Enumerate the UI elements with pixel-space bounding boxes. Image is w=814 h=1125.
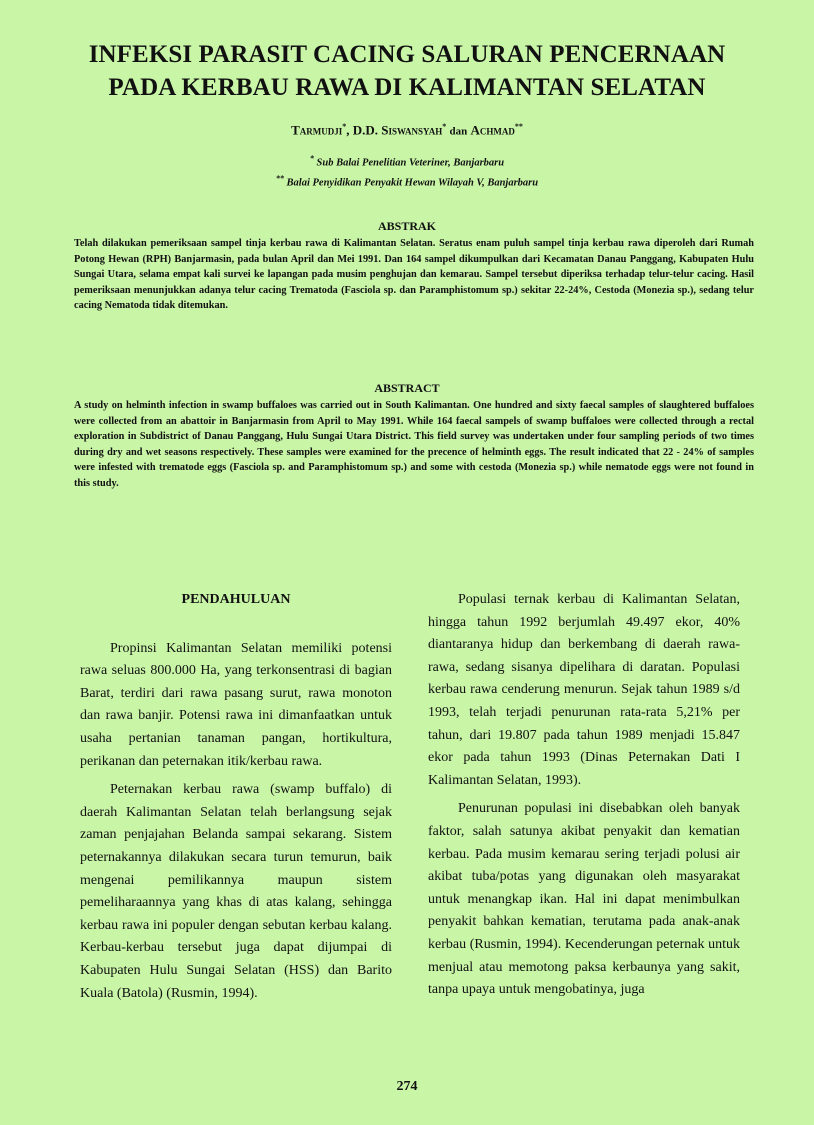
abstract-heading: ABSTRACT — [374, 381, 440, 395]
affiliation-mark: ** — [275, 174, 284, 183]
abstract-body: A study on helminth infection in swamp buffaloes was carried out in South Kalimantan. One hundred and sixty faecal samples of slaughtered buffaloes were collected from an abattoir in Banjarmasin from April to May 1991. While 164 faecal sampels of swamp buffaloes were collected through a rectal exploration in Subdistrict of Danau Panggang, Hulu Sungai Utara District. This field survey was undertaken under four sampling periods of two times during dry and wet seasons respectively. These samples were examined for the precence of helminth eggs. The result indicated that 22 - 24% of samples were infested with trematode eggs (Fasciola sp. and Paramphistomum sp.) and some with cestoda (Monezia sp.) while nematode eggs were not found in this study. — [74, 400, 754, 489]
abstrak-body: Telah dilakukan pemeriksaan sampel tinja kerbau rawa di Kalimantan Selatan. Seratus enam puluh sampel tinja kerbau rawa diperoleh dari Rumah Potong Hewan (RPH) Banjarmasin, pada bulan April dan Mei 1991. Dan 164 sampel dikumpulkan dari Kecamatan Danau Panggang, Kabupaten Hulu Sungai Utara, selama empat kali survei ke lapangan pada musim penghujan dan kemarau. Sampel tersebut diperiksa terhadap telur-telur cacing. Hasil pemeriksaan menunjukkan adanya telur cacing Trematoda (Fasciola sp. dan Paramphistomum sp.) sekitar 22-24%, Cestoda (Monezia sp.), sedang telur cacing Nematoda tidak ditemukan. — [74, 238, 754, 312]
affiliation-mark: * — [309, 154, 314, 163]
paper-title: INFEKSI PARASIT CACING SALURAN PENCERNAAN PADA KERBAU RAWA DI KALIMANTAN SELATAN — [88, 41, 726, 101]
author-name: Achmad — [470, 122, 515, 138]
body-paragraph: Propinsi Kalimantan Selatan memiliki potensi rawa seluas 800.000 Ha, yang terkonsentrasi di bagian Barat, terdiri dari rawa pasang surut, rawa monoton dan rawa banjir. Potensi rawa ini dimanfaatkan untuk usaha pertanian tanaman pangan, hortikultura, perikanan dan peternakan itik/kerbau rawa. — [80, 640, 392, 769]
author-mark: ** — [514, 122, 523, 131]
right-column — [428, 589, 740, 1002]
affiliation-text: Balai Penyidikan Penyakit Hewan Wilayah V, Banjarbaru — [286, 177, 539, 189]
section-heading: PENDAHULUAN — [181, 592, 291, 607]
author-separator: dan — [449, 125, 468, 138]
left-column — [80, 589, 392, 1005]
page-number: 274 — [396, 1079, 418, 1094]
body-paragraph: Penurunan populasi ini disebabkan oleh banyak faktor, salah satunya akibat penyakit dan kematian kerbau. Pada musim kemarau sering terjadi polusi air akibat tuba/potas yang digunakan oleh masyarakat untuk menangkap ikan. Hal ini dapat menimbulkan penyakit bahkan kematian, terutama pada anak-anak kerbau (Rusmin, 1994). Kecenderungan peternak untuk menjual atau memotong paksa kerbaunya yang sakit, tanpa upaya untuk mengobatinya, juga — [428, 801, 740, 998]
affiliation-text: Sub Balai Penelitian Veteriner, Banjarbaru — [316, 157, 505, 169]
abstrak-heading: ABSTRAK — [377, 219, 436, 233]
affiliation — [0, 174, 814, 189]
author-mark: * — [342, 122, 347, 131]
body-paragraph: Populasi ternak kerbau di Kalimantan Selatan, hingga tahun 1992 berjumlah 49.497 ekor, 40% diantaranya hidup dan berkembang di daerah rawa-rawa, sedang sisanya dipelihara di daratan. Populasi kerbau rawa cenderung menurun. Sejak tahun 1989 s/d 1993, telah terjadi penurunan rata-rata 5,21% per tahun, dari 19.807 pada tahun 1989 menjadi 15.847 ekor pada tahun 1993 (Dinas Peternakan Dati I Kalimantan Selatan, 1993). — [428, 592, 740, 788]
affiliation — [0, 154, 814, 169]
author-name: D.D. Siswansyah — [352, 122, 443, 138]
author-name: Tarmudji — [291, 122, 343, 138]
author-mark: * — [442, 122, 447, 131]
author-line: Tarmudji*, D.D. Siswansyah* dan Achmad** — [291, 122, 523, 138]
body-paragraph: Peternakan kerbau rawa (swamp buffalo) di daerah Kalimantan Selatan telah berlangsung sejak zaman penjajahan Belanda sampai sekarang. Sistem peternakannya dilakukan secara turun temurun, baik mengenai pemilikannya maupun sistem pemeliharaannya yang khas di atas kalang, sehingga kerbau rawa ini populer dengan sebutan kerbau kalang. Kerbau-kerbau tersebut juga dapat dijumpai di Kabupaten Hulu Sungai Selatan (HSS) dan Barito Kuala (Batola) (Rusmin, 1994). — [80, 782, 392, 1001]
